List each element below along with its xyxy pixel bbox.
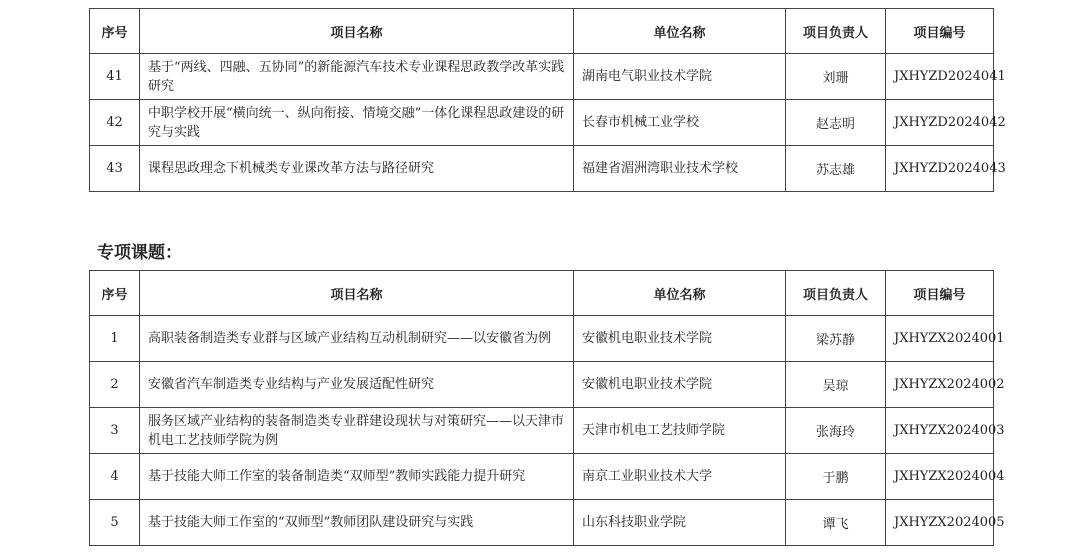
header-leader: 项目负责人 bbox=[786, 9, 886, 54]
header-unit: 单位名称 bbox=[574, 271, 786, 316]
cell-leader: 吴琼 bbox=[786, 362, 886, 408]
cell-leader: 赵志明 bbox=[786, 100, 886, 146]
table-row bbox=[90, 100, 994, 146]
cell-leader: 张海玲 bbox=[786, 408, 886, 454]
header-code: 项目编号 bbox=[886, 9, 994, 54]
cell-name: 服务区域产业结构的装备制造类专业群建设现状与对策研究——以天津市机电工艺技师学院为例 bbox=[140, 408, 574, 454]
cell-no: 43 bbox=[90, 146, 140, 192]
table-header-row bbox=[90, 9, 994, 54]
header-name: 项目名称 bbox=[140, 9, 574, 54]
cell-name: 课程思政理念下机械类专业课改革方法与路径研究 bbox=[140, 146, 574, 192]
cell-name: 高职装备制造类专业群与区域产业结构互动机制研究——以安徽省为例 bbox=[140, 316, 574, 362]
cell-leader: 谭飞 bbox=[786, 500, 886, 546]
cell-leader: 苏志雄 bbox=[786, 146, 886, 192]
table-row bbox=[90, 408, 994, 454]
cell-no: 41 bbox=[90, 54, 140, 100]
cell-no: 3 bbox=[90, 408, 140, 454]
cell-name: 基于技能大师工作室的装备制造类“双师型”教师实践能力提升研究 bbox=[140, 454, 574, 500]
cell-code: JXHYZX2024005 bbox=[886, 500, 994, 546]
cell-leader: 于鹏 bbox=[786, 454, 886, 500]
cell-no: 1 bbox=[90, 316, 140, 362]
table-row bbox=[90, 316, 994, 362]
cell-leader: 刘珊 bbox=[786, 54, 886, 100]
header-unit: 单位名称 bbox=[574, 9, 786, 54]
cell-name: 基于技能大师工作室的“双师型”教师团队建设研究与实践 bbox=[140, 500, 574, 546]
cell-name: 中职学校开展“横向统一、纵向衔接、情境交融”一体化课程思政建设的研究与实践 bbox=[140, 100, 574, 146]
cell-unit: 安徽机电职业技术学院 bbox=[574, 362, 786, 408]
cell-unit: 安徽机电职业技术学院 bbox=[574, 316, 786, 362]
table-row bbox=[90, 362, 994, 408]
table-row bbox=[90, 54, 994, 100]
cell-code: JXHYZX2024003 bbox=[886, 408, 994, 454]
table-row bbox=[90, 146, 994, 192]
cell-unit: 山东科技职业学院 bbox=[574, 500, 786, 546]
table-row bbox=[90, 454, 994, 500]
project-table-key bbox=[89, 8, 1006, 192]
cell-code: JXHYZX2024002 bbox=[886, 362, 994, 408]
project-table-special bbox=[89, 270, 1005, 546]
cell-code: JXHYZD2024042 bbox=[886, 100, 994, 146]
cell-unit: 福建省湄洲湾职业技术学校 bbox=[574, 146, 786, 192]
header-leader: 项目负责人 bbox=[786, 271, 886, 316]
cell-unit: 湖南电气职业技术学院 bbox=[574, 54, 786, 100]
cell-code: JXHYZX2024004 bbox=[886, 454, 994, 500]
cell-name: 基于“两线、四融、五协同”的新能源汽车技术专业课程思政教学改革实践研究 bbox=[140, 54, 574, 100]
cell-unit: 天津市机电工艺技师学院 bbox=[574, 408, 786, 454]
cell-name: 安徽省汽车制造类专业结构与产业发展适配性研究 bbox=[140, 362, 574, 408]
header-no: 序号 bbox=[90, 9, 140, 54]
cell-no: 5 bbox=[90, 500, 140, 546]
header-code: 项目编号 bbox=[886, 271, 994, 316]
cell-code: JXHYZD2024041 bbox=[886, 54, 994, 100]
table-row bbox=[90, 500, 994, 546]
cell-unit: 南京工业职业技术大学 bbox=[574, 454, 786, 500]
cell-leader: 梁苏静 bbox=[786, 316, 886, 362]
header-no: 序号 bbox=[90, 271, 140, 316]
section-heading: 专项课题： bbox=[97, 243, 182, 263]
cell-no: 42 bbox=[90, 100, 140, 146]
cell-no: 2 bbox=[90, 362, 140, 408]
cell-code: JXHYZD2024043 bbox=[886, 146, 994, 192]
cell-no: 4 bbox=[90, 454, 140, 500]
header-name: 项目名称 bbox=[140, 271, 574, 316]
cell-code: JXHYZX2024001 bbox=[886, 316, 994, 362]
cell-unit: 长春市机械工业学校 bbox=[574, 100, 786, 146]
table-header-row bbox=[90, 271, 994, 316]
